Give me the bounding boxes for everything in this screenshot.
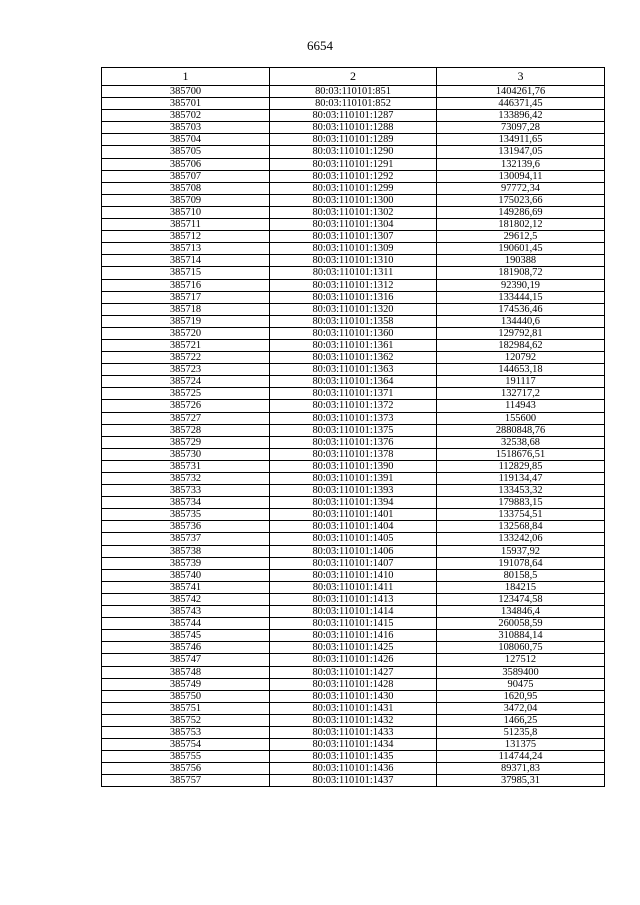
record-number-cell: 385725 [102, 388, 270, 400]
cadastral-number-cell: 80:03:110101:1416 [270, 630, 437, 642]
table-row [102, 702, 605, 714]
record-number-cell: 385749 [102, 678, 270, 690]
table-row [102, 170, 605, 182]
table-row [102, 352, 605, 364]
value-cell: 37985,31 [437, 775, 605, 787]
record-number-cell: 385742 [102, 593, 270, 605]
cadastral-number-cell: 80:03:110101:1411 [270, 581, 437, 593]
cadastral-number-cell: 80:03:110101:1376 [270, 436, 437, 448]
table-row [102, 557, 605, 569]
value-cell: 29612,5 [437, 231, 605, 243]
record-number-cell: 385711 [102, 219, 270, 231]
value-cell: 190388 [437, 255, 605, 267]
value-cell: 144653,18 [437, 364, 605, 376]
cadastral-number-cell: 80:03:110101:1300 [270, 194, 437, 206]
cadastral-number-cell: 80:03:110101:1430 [270, 690, 437, 702]
record-number-cell: 385722 [102, 352, 270, 364]
record-number-cell: 385721 [102, 339, 270, 351]
cadastral-number-cell: 80:03:110101:1435 [270, 751, 437, 763]
cadastral-number-cell: 80:03:110101:1291 [270, 158, 437, 170]
record-number-cell: 385756 [102, 763, 270, 775]
table-row [102, 726, 605, 738]
cadastral-number-cell: 80:03:110101:1436 [270, 763, 437, 775]
record-number-cell: 385738 [102, 545, 270, 557]
value-cell: 3472,04 [437, 702, 605, 714]
table-row [102, 339, 605, 351]
cadastral-number-cell: 80:03:110101:1358 [270, 315, 437, 327]
cadastral-number-cell: 80:03:110101:1287 [270, 110, 437, 122]
value-cell: 179883,15 [437, 497, 605, 509]
record-number-cell: 385748 [102, 666, 270, 678]
record-number-cell: 385728 [102, 424, 270, 436]
value-cell: 108060,75 [437, 642, 605, 654]
record-number-cell: 385701 [102, 98, 270, 110]
cadastral-number-cell: 80:03:110101:1372 [270, 400, 437, 412]
cadastral-number-cell: 80:03:110101:1316 [270, 291, 437, 303]
value-cell: 114943 [437, 400, 605, 412]
value-cell: 446371,45 [437, 98, 605, 110]
value-cell: 134911,65 [437, 134, 605, 146]
page-number: 6654 [307, 38, 333, 53]
value-cell: 310884,14 [437, 630, 605, 642]
value-cell: 90475 [437, 678, 605, 690]
table-row [102, 327, 605, 339]
table-row [102, 364, 605, 376]
cadastral-number-cell: 80:03:110101:1304 [270, 219, 437, 231]
record-number-cell: 385744 [102, 618, 270, 630]
value-cell: 51235,8 [437, 726, 605, 738]
cadastral-number-cell: 80:03:110101:1425 [270, 642, 437, 654]
table-row [102, 751, 605, 763]
value-cell: 191078,64 [437, 557, 605, 569]
table-row [102, 400, 605, 412]
value-cell: 2880848,76 [437, 424, 605, 436]
cadastral-number-cell: 80:03:110101:1393 [270, 485, 437, 497]
record-number-cell: 385717 [102, 291, 270, 303]
table-row [102, 666, 605, 678]
record-number-cell: 385736 [102, 521, 270, 533]
value-cell: 133754,51 [437, 509, 605, 521]
record-number-cell: 385712 [102, 231, 270, 243]
cadastral-number-cell: 80:03:110101:1437 [270, 775, 437, 787]
value-cell: 1620,95 [437, 690, 605, 702]
record-number-cell: 385723 [102, 364, 270, 376]
record-number-cell: 385719 [102, 315, 270, 327]
table-row [102, 485, 605, 497]
column-header-1: 1 [102, 68, 270, 86]
table-row [102, 497, 605, 509]
cadastral-number-cell: 80:03:110101:1289 [270, 134, 437, 146]
table-row [102, 521, 605, 533]
value-cell: 134440,6 [437, 315, 605, 327]
record-number-cell: 385718 [102, 303, 270, 315]
table-row [102, 255, 605, 267]
cadastral-number-cell: 80:03:110101:1428 [270, 678, 437, 690]
record-number-cell: 385729 [102, 436, 270, 448]
cadastral-number-cell: 80:03:110101:1312 [270, 279, 437, 291]
table-row [102, 424, 605, 436]
cadastral-number-cell: 80:03:110101:1373 [270, 412, 437, 424]
cadastral-number-cell: 80:03:110101:1426 [270, 654, 437, 666]
value-cell: 130094,11 [437, 170, 605, 182]
column-header-3: 3 [437, 68, 605, 86]
table-row [102, 690, 605, 702]
value-cell: 174536,46 [437, 303, 605, 315]
record-number-cell: 385740 [102, 569, 270, 581]
cadastral-number-cell: 80:03:110101:1375 [270, 424, 437, 436]
table-row [102, 593, 605, 605]
record-number-cell: 385709 [102, 194, 270, 206]
record-number-cell: 385708 [102, 182, 270, 194]
value-cell: 127512 [437, 654, 605, 666]
value-cell: 15937,92 [437, 545, 605, 557]
cadastral-number-cell: 80:03:110101:1401 [270, 509, 437, 521]
cadastral-number-cell: 80:03:110101:1404 [270, 521, 437, 533]
value-cell: 133242,06 [437, 533, 605, 545]
value-cell: 123474,58 [437, 593, 605, 605]
table-row [102, 315, 605, 327]
cadastral-number-cell: 80:03:110101:1299 [270, 182, 437, 194]
value-cell: 32538,68 [437, 436, 605, 448]
record-number-cell: 385731 [102, 460, 270, 472]
cadastral-number-cell: 80:03:110101:1302 [270, 206, 437, 218]
cadastral-number-cell: 80:03:110101:1407 [270, 557, 437, 569]
table-row [102, 267, 605, 279]
cadastral-number-cell: 80:03:110101:1415 [270, 618, 437, 630]
cadastral-number-cell: 80:03:110101:1391 [270, 473, 437, 485]
table-row [102, 739, 605, 751]
record-number-cell: 385733 [102, 485, 270, 497]
value-cell: 132568,84 [437, 521, 605, 533]
table-row [102, 630, 605, 642]
table-row [102, 448, 605, 460]
table-row [102, 110, 605, 122]
table-row [102, 775, 605, 787]
cadastral-number-cell: 80:03:110101:851 [270, 86, 437, 98]
table-row [102, 388, 605, 400]
table-row [102, 606, 605, 618]
cadastral-number-cell: 80:03:110101:1431 [270, 702, 437, 714]
record-number-cell: 385752 [102, 714, 270, 726]
table-row [102, 291, 605, 303]
cadastral-number-cell: 80:03:110101:1360 [270, 327, 437, 339]
value-cell: 119134,47 [437, 473, 605, 485]
header-row [102, 68, 605, 86]
cadastral-number-cell: 80:03:110101:1432 [270, 714, 437, 726]
value-cell: 190601,45 [437, 243, 605, 255]
cadastral-number-cell: 80:03:110101:1311 [270, 267, 437, 279]
value-cell: 182984,62 [437, 339, 605, 351]
cadastral-number-cell: 80:03:110101:1292 [270, 170, 437, 182]
table-row [102, 243, 605, 255]
table-row [102, 134, 605, 146]
value-cell: 112829,85 [437, 460, 605, 472]
value-cell: 175023,66 [437, 194, 605, 206]
cadastral-number-cell: 80:03:110101:1427 [270, 666, 437, 678]
record-number-cell: 385702 [102, 110, 270, 122]
cadastral-number-cell: 80:03:110101:1361 [270, 339, 437, 351]
record-number-cell: 385743 [102, 606, 270, 618]
value-cell: 260058,59 [437, 618, 605, 630]
table-row [102, 763, 605, 775]
record-number-cell: 385716 [102, 279, 270, 291]
value-cell: 92390,19 [437, 279, 605, 291]
value-cell: 149286,69 [437, 206, 605, 218]
cadastral-number-cell: 80:03:110101:1406 [270, 545, 437, 557]
record-number-cell: 385726 [102, 400, 270, 412]
record-number-cell: 385732 [102, 473, 270, 485]
record-number-cell: 385704 [102, 134, 270, 146]
table-row [102, 509, 605, 521]
cadastral-number-cell: 80:03:110101:1414 [270, 606, 437, 618]
value-cell: 1518676,51 [437, 448, 605, 460]
record-number-cell: 385751 [102, 702, 270, 714]
table-row [102, 473, 605, 485]
record-number-cell: 385741 [102, 581, 270, 593]
record-number-cell: 385703 [102, 122, 270, 134]
record-number-cell: 385754 [102, 739, 270, 751]
table-row [102, 86, 605, 98]
record-number-cell: 385747 [102, 654, 270, 666]
cadastral-number-cell: 80:03:110101:1309 [270, 243, 437, 255]
value-cell: 114744,24 [437, 751, 605, 763]
value-cell: 181908,72 [437, 267, 605, 279]
cadastral-number-cell: 80:03:110101:1290 [270, 146, 437, 158]
record-number-cell: 385715 [102, 267, 270, 279]
table-row [102, 122, 605, 134]
cadastral-number-cell: 80:03:110101:1434 [270, 739, 437, 751]
cadastral-number-cell: 80:03:110101:1405 [270, 533, 437, 545]
cadastral-number-cell: 80:03:110101:1413 [270, 593, 437, 605]
table-row [102, 581, 605, 593]
record-number-cell: 385706 [102, 158, 270, 170]
value-cell: 97772,34 [437, 182, 605, 194]
table-row [102, 533, 605, 545]
record-number-cell: 385730 [102, 448, 270, 460]
value-cell: 133453,32 [437, 485, 605, 497]
record-number-cell: 385734 [102, 497, 270, 509]
value-cell: 131375 [437, 739, 605, 751]
record-number-cell: 385739 [102, 557, 270, 569]
cadastral-number-cell: 80:03:110101:1371 [270, 388, 437, 400]
table-row [102, 545, 605, 557]
record-number-cell: 385720 [102, 327, 270, 339]
cadastral-number-cell: 80:03:110101:1288 [270, 122, 437, 134]
table-row [102, 654, 605, 666]
record-number-cell: 385757 [102, 775, 270, 787]
cadastral-number-cell: 80:03:110101:1394 [270, 497, 437, 509]
cadastral-number-cell: 80:03:110101:1390 [270, 460, 437, 472]
cadastral-number-cell: 80:03:110101:1310 [270, 255, 437, 267]
cadastral-number-cell: 80:03:110101:1433 [270, 726, 437, 738]
table-row [102, 642, 605, 654]
record-number-cell: 385713 [102, 243, 270, 255]
table-body [102, 86, 605, 787]
table-row [102, 158, 605, 170]
table-row [102, 219, 605, 231]
cadastral-number-cell: 80:03:110101:1320 [270, 303, 437, 315]
cadastral-number-cell: 80:03:110101:1307 [270, 231, 437, 243]
record-number-cell: 385714 [102, 255, 270, 267]
table-row [102, 303, 605, 315]
table-row [102, 412, 605, 424]
value-cell: 131947,05 [437, 146, 605, 158]
column-header-2: 2 [270, 68, 437, 86]
value-cell: 120792 [437, 352, 605, 364]
record-number-cell: 385735 [102, 509, 270, 521]
value-cell: 132139,6 [437, 158, 605, 170]
table-row [102, 182, 605, 194]
value-cell: 73097,28 [437, 122, 605, 134]
cadastral-number-cell: 80:03:110101:1363 [270, 364, 437, 376]
record-number-cell: 385710 [102, 206, 270, 218]
value-cell: 132717,2 [437, 388, 605, 400]
value-cell: 191117 [437, 376, 605, 388]
table-header [102, 68, 605, 86]
table-row [102, 460, 605, 472]
value-cell: 181802,12 [437, 219, 605, 231]
cadastral-number-cell: 80:03:110101:852 [270, 98, 437, 110]
cadastral-number-cell: 80:03:110101:1410 [270, 569, 437, 581]
record-number-cell: 385705 [102, 146, 270, 158]
table-row [102, 194, 605, 206]
table-row [102, 436, 605, 448]
record-number-cell: 385707 [102, 170, 270, 182]
value-cell: 184215 [437, 581, 605, 593]
table-row [102, 279, 605, 291]
record-number-cell: 385724 [102, 376, 270, 388]
table-row [102, 569, 605, 581]
value-cell: 133896,42 [437, 110, 605, 122]
table-row [102, 376, 605, 388]
table-row [102, 714, 605, 726]
table-row [102, 98, 605, 110]
record-number-cell: 385737 [102, 533, 270, 545]
record-number-cell: 385700 [102, 86, 270, 98]
table-row [102, 231, 605, 243]
value-cell: 3589400 [437, 666, 605, 678]
value-cell: 1404261,76 [437, 86, 605, 98]
value-cell: 133444,15 [437, 291, 605, 303]
record-number-cell: 385746 [102, 642, 270, 654]
table-row [102, 678, 605, 690]
value-cell: 80158,5 [437, 569, 605, 581]
table-row [102, 206, 605, 218]
value-cell: 129792,81 [437, 327, 605, 339]
cadastral-number-cell: 80:03:110101:1362 [270, 352, 437, 364]
value-cell: 134846,4 [437, 606, 605, 618]
record-number-cell: 385755 [102, 751, 270, 763]
value-cell: 155600 [437, 412, 605, 424]
record-number-cell: 385750 [102, 690, 270, 702]
cadastral-number-cell: 80:03:110101:1378 [270, 448, 437, 460]
table-row [102, 146, 605, 158]
record-number-cell: 385727 [102, 412, 270, 424]
data-table [101, 67, 605, 787]
record-number-cell: 385745 [102, 630, 270, 642]
value-cell: 1466,25 [437, 714, 605, 726]
cadastral-number-cell: 80:03:110101:1364 [270, 376, 437, 388]
table-row [102, 618, 605, 630]
record-number-cell: 385753 [102, 726, 270, 738]
value-cell: 89371,83 [437, 763, 605, 775]
